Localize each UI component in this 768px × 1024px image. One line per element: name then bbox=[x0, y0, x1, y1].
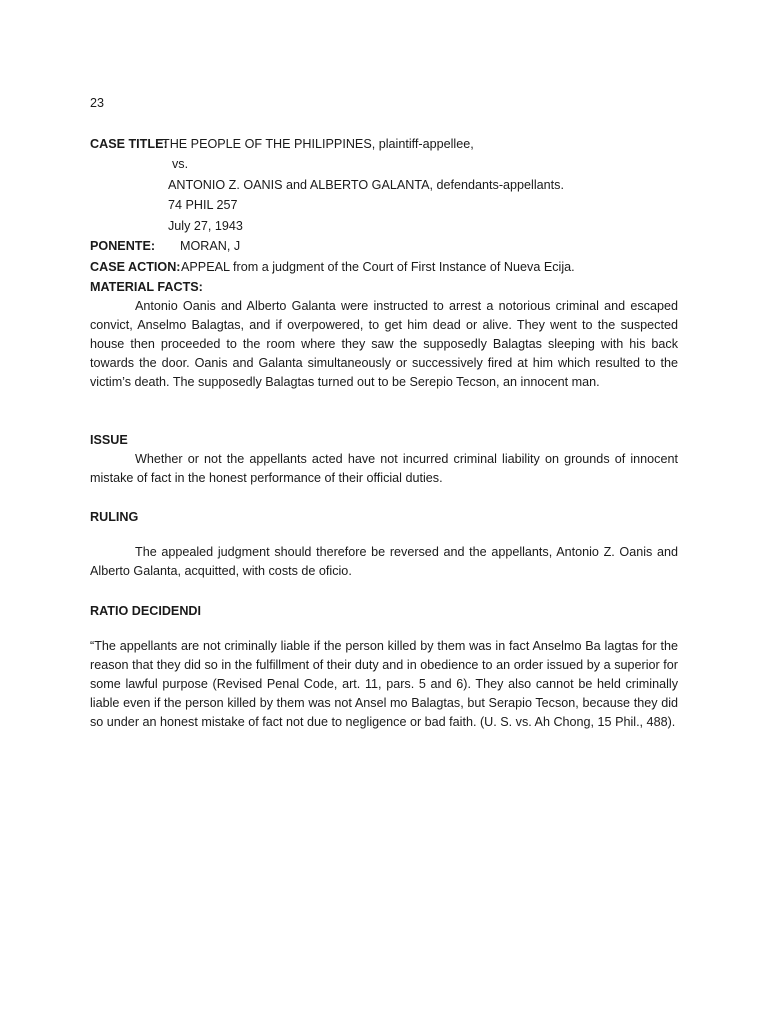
case-title-plaintiff: THE PEOPLE OF THE PHILIPPINES, plaintiff-appellee, bbox=[162, 137, 474, 151]
ruling-text: The appealed judgment should therefore be reversed and the appellants, Antonio Z. Oanis and Alberto Galanta, acquitted, with costs de oficio. bbox=[90, 545, 678, 578]
case-title-label: CASE TITLE: bbox=[90, 137, 168, 151]
case-action-value: APPEAL from a judgment of the Court of First Instance of Nueva Ecija. bbox=[181, 260, 575, 274]
ponente-value: MORAN, J bbox=[180, 239, 241, 253]
ruling-heading: RULING bbox=[90, 510, 139, 524]
case-citation: 74 PHIL 257 bbox=[168, 198, 238, 212]
page-number: 23 bbox=[90, 96, 105, 110]
ratio-text: “The appellants are not criminally liable if the person killed by them was in fact Anselmo Ba lagtas for the reason that they did so in the fulfillment of their duty and in obedience to an order issued by a superior for some lawful purpose (Revised Penal Code, art. 11, pars. 5 and 6). They also cannot be held criminally liable even if the person killed by them was not Ansel mo Balagtas, but Serapio Tecson, because they did so under an honest mistake of fact not due to negligence or bad faith. (U. S. vs. Ah Chong, 15 Phil., 488). bbox=[90, 639, 678, 729]
issue-text: Whether or not the appellants acted have not incurred criminal liability on grounds of innocent mistake of fact in the honest performance of their official duties. bbox=[90, 452, 678, 485]
case-action-label: CASE ACTION: bbox=[90, 260, 181, 274]
ponente-label: PONENTE: bbox=[90, 239, 156, 253]
case-date: July 27, 1943 bbox=[168, 219, 243, 233]
issue-heading: ISSUE bbox=[90, 433, 128, 447]
ratio-heading: RATIO DECIDENDI bbox=[90, 604, 202, 618]
material-facts-heading: MATERIAL FACTS: bbox=[90, 280, 203, 294]
material-facts-text: Antonio Oanis and Alberto Galanta were instructed to arrest a notorious criminal and escaped convict, Anselmo Balagtas, and if overpowered, to get him dead or alive. They went to the suspected house then proceeded to the room where they saw the supposedly Balagtas sleeping with his back towards the door. Oanis and Galanta simultaneously or successively fired at him which resulted to the victim’s death. The supposedly Balagtas turned out to be Serepio Tecson, an innocent man. bbox=[90, 299, 678, 389]
case-title-defendants: ANTONIO Z. OANIS and ALBERTO GALANTA, defendants-appellants. bbox=[168, 178, 564, 192]
case-title-versus: vs. bbox=[172, 157, 189, 171]
